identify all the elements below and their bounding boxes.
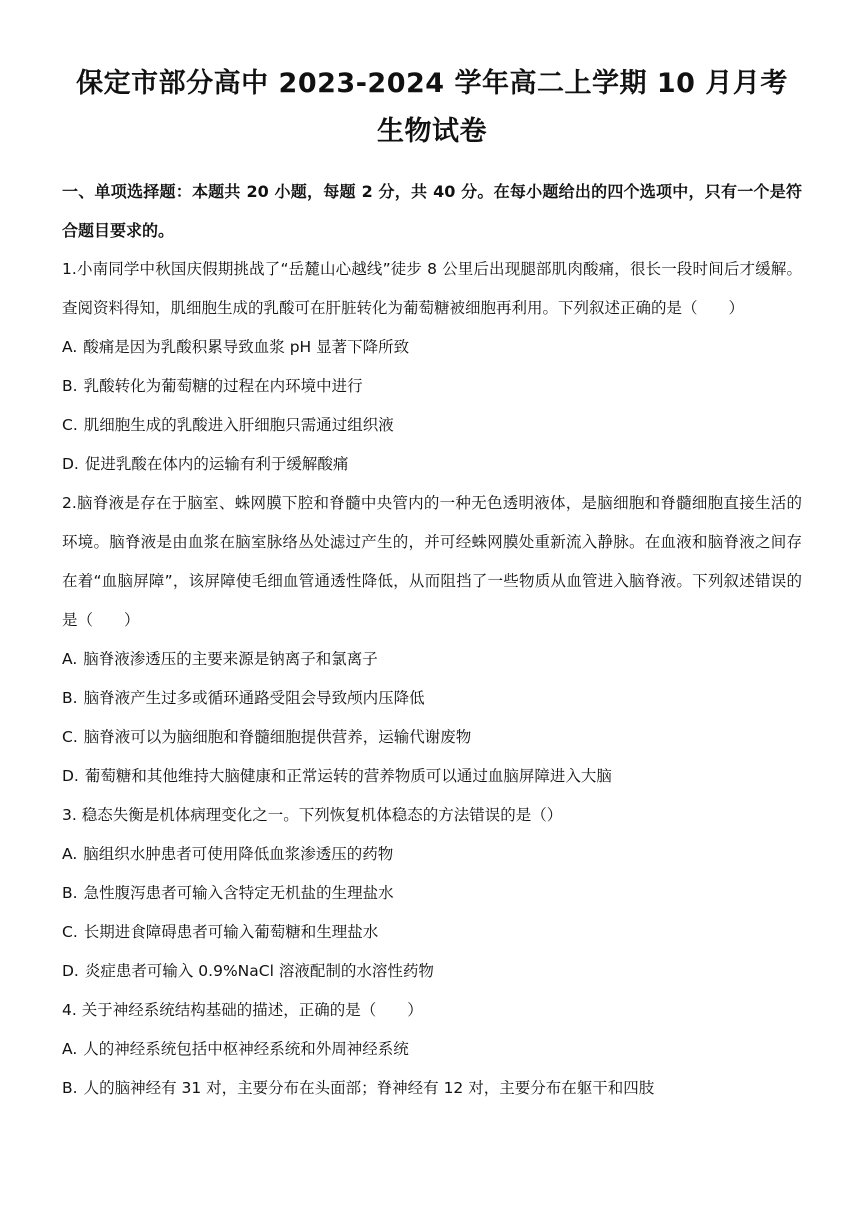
option-a xyxy=(62,640,802,679)
option-letter: A. xyxy=(62,1040,78,1058)
option-a xyxy=(62,835,802,874)
option-letter: A. xyxy=(62,845,78,863)
option-c xyxy=(62,406,802,445)
option-text: 促进乳酸在体内的运输有利于缓解酸痛 xyxy=(84,455,349,473)
option-d xyxy=(62,952,802,991)
option-text: 人的神经系统包括中枢神经系统和外周神经系统 xyxy=(83,1040,409,1058)
question-1 xyxy=(62,250,802,484)
option-text: 脑脊液渗透压的主要来源是钠离子和氯离子 xyxy=(83,650,378,668)
option-text: 急性腹泻患者可输入含特定无机盐的生理盐水 xyxy=(83,884,394,902)
exam-subtitle: 生物试卷 xyxy=(377,116,487,147)
section-heading: 一、单项选择题：本题共 20 小题，每题 2 分，共 40 分。在每小题给出的四个选项中，只有一个是符合题目要求的。 xyxy=(62,182,802,240)
question-stem: 1.小南同学中秋国庆假期挑战了“岳麓山心越线”徒步 8 公里后出现腿部肌肉酸痛，很长一段时间后才缓解。查阅资料得知，肌细胞生成的乳酸可在肝脏转化为葡萄糖被细胞再利用。下列叙述正确的是（ ） xyxy=(62,260,802,317)
option-b xyxy=(62,874,802,913)
option-letter: A. xyxy=(62,338,78,356)
option-d xyxy=(62,757,802,796)
option-d xyxy=(62,445,802,484)
question-2 xyxy=(62,484,802,796)
question-4 xyxy=(62,991,802,1108)
exam-page xyxy=(62,66,802,1108)
option-letter: C. xyxy=(62,923,78,941)
option-text: 肌细胞生成的乳酸进入肝细胞只需通过组织液 xyxy=(83,416,394,434)
option-text: 葡萄糖和其他维持大脑健康和正常运转的营养物质可以通过血脑屏障进入大脑 xyxy=(84,767,612,785)
option-b xyxy=(62,679,802,718)
option-text: 炎症患者可输入 0.9%NaCl 溶液配制的水溶性药物 xyxy=(84,962,434,980)
option-letter: D. xyxy=(62,962,79,980)
option-letter: B. xyxy=(62,377,78,395)
option-letter: B. xyxy=(62,884,78,902)
option-letter: D. xyxy=(62,455,79,473)
question-stem: 4. 关于神经系统结构基础的描述，正确的是（ ） xyxy=(62,1001,423,1019)
option-text: 脑脊液产生过多或循环通路受阻会导致颅内压降低 xyxy=(83,689,425,707)
option-letter: B. xyxy=(62,689,78,707)
option-a xyxy=(62,328,802,367)
option-text: 乳酸转化为葡萄糖的过程在内环境中进行 xyxy=(83,377,363,395)
option-c xyxy=(62,718,802,757)
option-text: 酸痛是因为乳酸积累导致血浆 pH 显著下降所致 xyxy=(83,338,410,356)
question-3 xyxy=(62,796,802,991)
question-stem: 3. 稳态失衡是机体病理变化之一。下列恢复机体稳态的方法错误的是（） xyxy=(62,806,563,824)
option-b xyxy=(62,1069,802,1108)
option-a xyxy=(62,1030,802,1069)
question-stem: 2.脑脊液是存在于脑室、蛛网膜下腔和脊髓中央管内的一种无色透明液体，是脑细胞和脊髓细胞直接生活的环境。脑脊液是由血浆在脑室脉络丛处滤过产生的，并可经蛛网膜处重新流入静脉。在血液和脑脊液之间存在着“血脑屏障”，该屏障使毛细血管通透性降低，从而阻挡了一些物质从血管进入脑脊液。下列叙述错误的是（ ） xyxy=(62,494,802,629)
option-b xyxy=(62,367,802,406)
option-letter: D. xyxy=(62,767,79,785)
option-text: 长期进食障碍患者可输入葡萄糖和生理盐水 xyxy=(83,923,379,941)
option-letter: A. xyxy=(62,650,78,668)
option-text: 脑脊液可以为脑细胞和脊髓细胞提供营养，运输代谢废物 xyxy=(83,728,472,746)
option-letter: C. xyxy=(62,728,78,746)
option-letter: C. xyxy=(62,416,78,434)
option-c xyxy=(62,913,802,952)
option-text: 脑组织水肿患者可使用降低血浆渗透压的药物 xyxy=(83,845,394,863)
option-text: 人的脑神经有 31 对，主要分布在头面部；脊神经有 12 对，主要分布在躯干和四肢 xyxy=(83,1079,655,1097)
option-letter: B. xyxy=(62,1079,78,1097)
exam-title: 保定市部分高中 2023-2024 学年高二上学期 10 月月考 xyxy=(76,68,788,99)
